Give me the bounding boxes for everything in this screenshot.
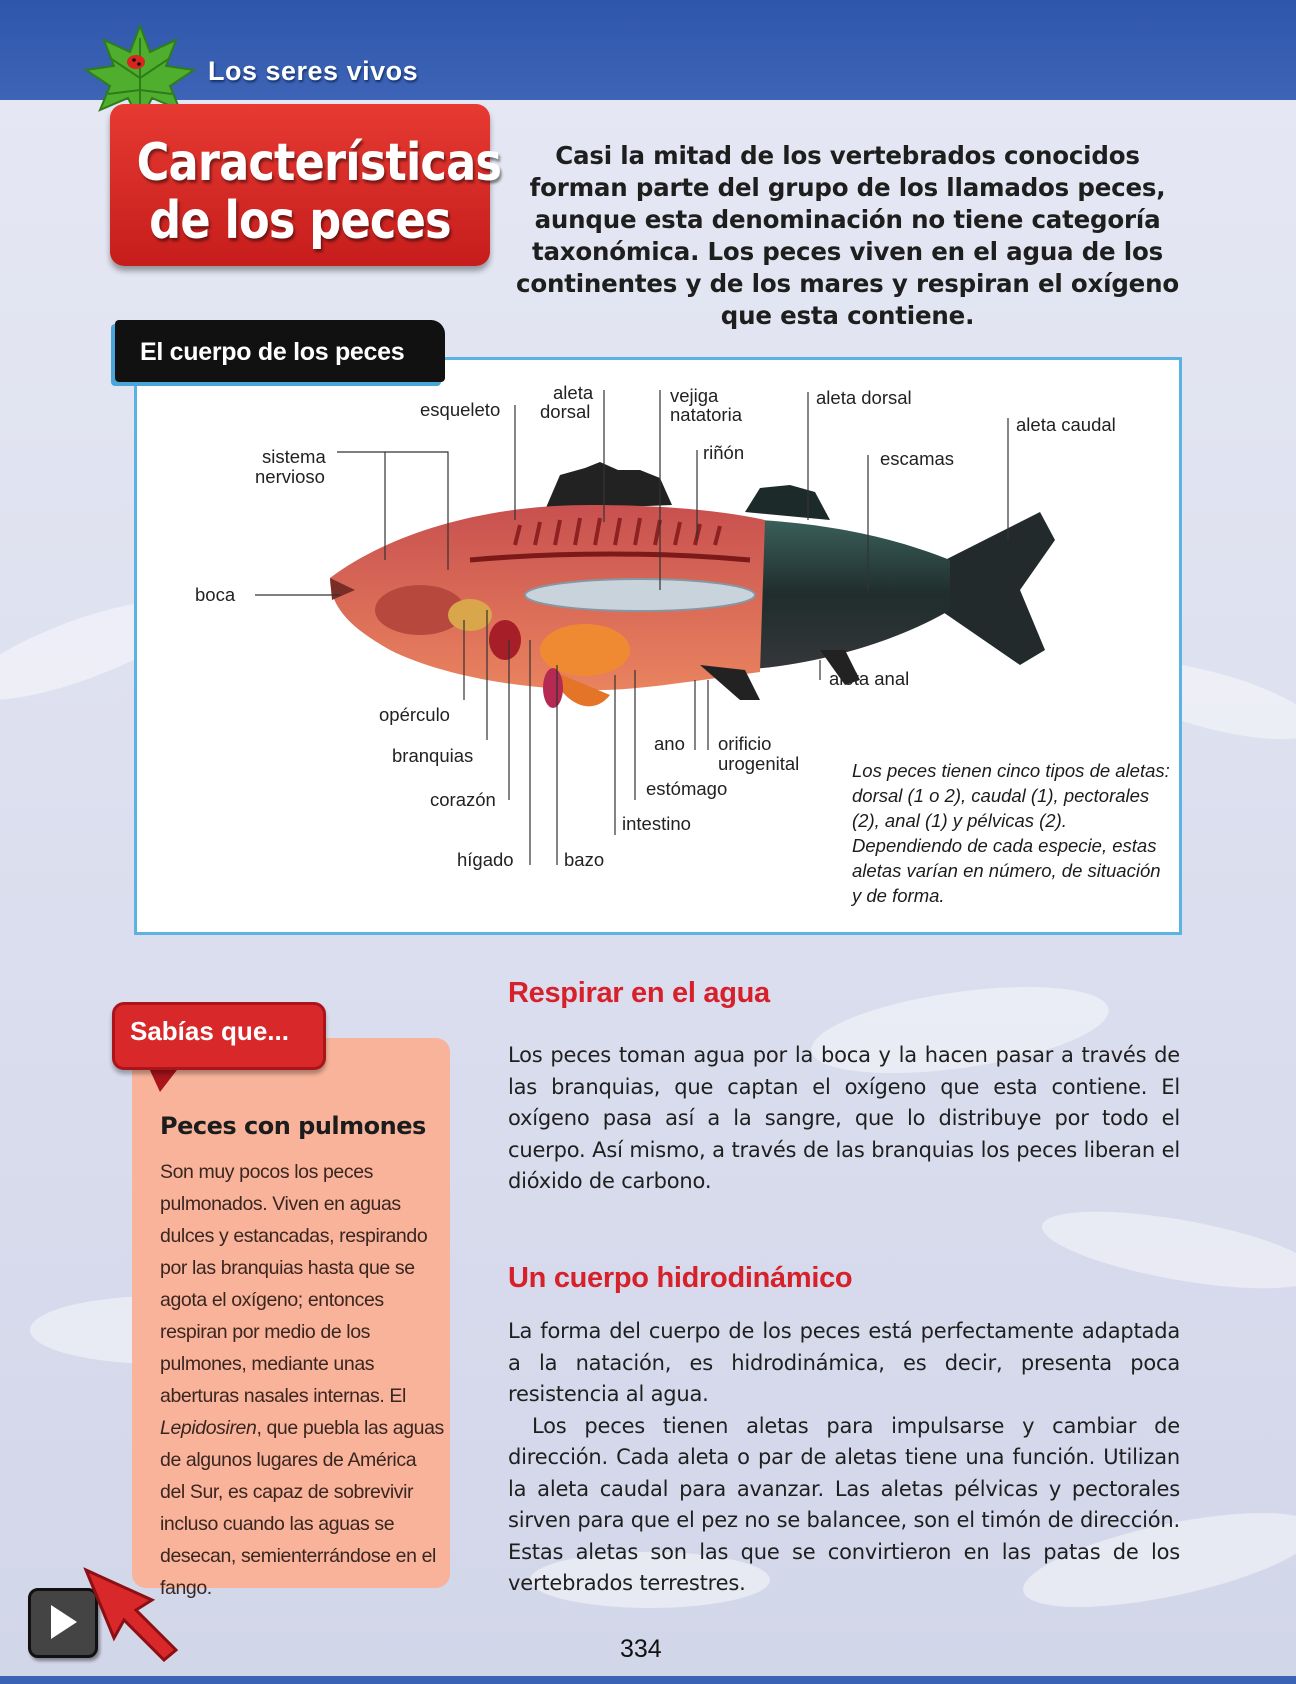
label-aleta-dorsal-2: aleta dorsal xyxy=(816,387,912,408)
label-higado: hígado xyxy=(457,849,514,870)
label-esqueleto: esqueleto xyxy=(420,399,501,420)
diagram-tab-label: El cuerpo de los peces xyxy=(140,338,405,366)
sabias-text-part2: , que puebla las aguas de algunos lugares de América del Sur, es capaz de sobrevivir incluso cuando las aguas se desecan, semienterrándose en el fango. xyxy=(160,1417,444,1599)
label-rinon: riñón xyxy=(703,442,745,463)
label-bazo: bazo xyxy=(564,849,605,870)
dorsal-fin-2 xyxy=(745,485,830,520)
paragraph: Los peces toman agua por la boca y la hacen pasar a través de las branquias, que captan el oxígeno que esta contiene. El oxígeno pasa así a la sangre, que lo distribuye por todo el cuerpo. Así mismo, a través de las branquias los peces liberan el dióxido de carbono. xyxy=(508,1043,1180,1193)
label-operculo: opérculo xyxy=(379,704,450,725)
label-boca: boca xyxy=(195,584,236,605)
sabias-text-part1: Son muy pocos los peces pulmonados. Viven en aguas dulces y estancadas, respirando por las branquias hasta que se agota el oxígeno; entonces respiran por medio de los pulmones, mediante unas aberturas nasales internas. El xyxy=(160,1161,428,1407)
page-number: 334 xyxy=(620,1635,662,1663)
label-escamas: escamas xyxy=(880,448,955,469)
heading-respirar: Respirar en el agua xyxy=(508,977,770,1009)
paragraph: Los peces tienen aletas para impulsarse y cambiar de dirección. Cada aleta o par de aletas tiene una función. Utilizan la aleta caudal para avanzar. Las aletas pélvicas y pectorales sirven para que el pez no se balancee, son el timón de dirección. Estas aletas son las que se convirtieron en las patas de los vertebrados terrestres. xyxy=(508,1413,1180,1595)
label-vejiga-b: natatoria xyxy=(670,404,742,425)
sabias-text xyxy=(160,1156,445,1604)
red-arrow-icon[interactable] xyxy=(82,1566,182,1662)
label-vejiga-a: vejiga xyxy=(670,385,719,406)
intro-paragraph: Casi la mitad de los vertebrados conocidos forman parte del grupo de los llamados peces, aunque esta denominación no tiene categoría taxonómica. Los peces viven en el agua de los continentes y de los mares y respiran el oxígeno que esta contiene. xyxy=(516,141,1179,330)
label-aleta-dorsal-1a: aleta xyxy=(553,382,594,403)
sabias-que-label: Sabías que... xyxy=(130,1016,289,1046)
dorsal-fin-1 xyxy=(545,462,672,510)
label-orificio-a: orificio xyxy=(718,733,772,754)
diagram-caption: Los peces tienen cinco tipos de aletas: dorsal (1 o 2), caudal (1), pectorales (2), anal (1) y pélvicas (2). Dependiendo de cada especie, estas aletas varían en número, de situación y de forma. xyxy=(852,760,1170,906)
label-intestino: intestino xyxy=(622,813,691,834)
paragraph: La forma del cuerpo de los peces está perfectamente adaptada a la natación, es hidrodinámica, es decir, presenta poca resistencia al agua. xyxy=(508,1319,1180,1406)
label-aleta-dorsal-1b: dorsal xyxy=(540,401,591,422)
label-orificio-b: urogenital xyxy=(718,753,800,774)
label-aleta-caudal: aleta caudal xyxy=(1016,414,1116,435)
page-title-line2: de los peces xyxy=(149,191,451,251)
label-aleta-anal: aleta anal xyxy=(829,668,910,689)
label-corazon: corazón xyxy=(430,789,496,810)
bottom-line xyxy=(0,1676,1296,1684)
body-respirar xyxy=(508,1040,1180,1198)
label-sistema-b: nervioso xyxy=(255,466,325,487)
label-estomago: estómago xyxy=(646,778,728,799)
section-label: Los seres vivos xyxy=(208,56,419,86)
page-title-line1: Características xyxy=(136,133,502,193)
caudal-fin xyxy=(940,512,1055,665)
sabias-heading: Peces con pulmones xyxy=(160,1112,426,1140)
label-sistema-a: sistema xyxy=(262,446,326,467)
heading-hidrodinamico: Un cuerpo hidrodinámico xyxy=(508,1262,853,1294)
sabias-text-italic: Lepidosiren xyxy=(160,1417,257,1439)
label-branquias: branquias xyxy=(392,745,474,766)
label-ano: ano xyxy=(654,733,685,754)
body-hidrodinamico xyxy=(508,1316,1180,1600)
